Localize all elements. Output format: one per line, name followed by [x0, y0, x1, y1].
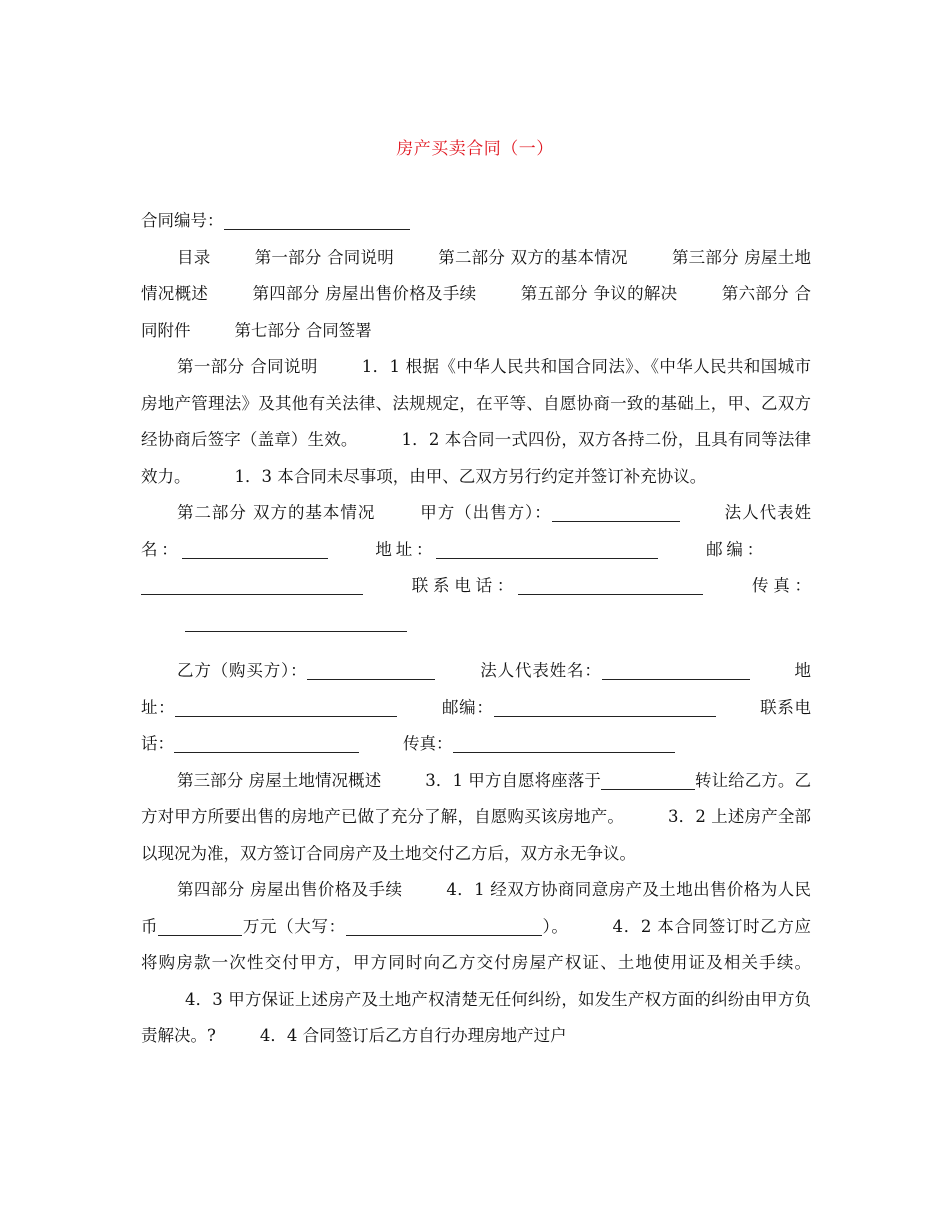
party-a-legal-rep-label: 法人代表姓名：	[141, 503, 812, 559]
toc-item: 第四部分 房屋出售价格及手续	[252, 284, 477, 303]
toc-item: 第五部分 争议的解决	[520, 284, 678, 303]
toc-item: 第三部分 房屋土地情况概述	[141, 247, 812, 303]
party-b-paragraph	[141, 653, 811, 763]
party-a-label: 甲方（出售方）：	[419, 503, 552, 522]
party-b-address-blank[interactable]	[175, 696, 397, 717]
clause-3-1-start: 3．1 甲方自愿将座落于	[425, 770, 601, 790]
part4-paragraph	[141, 872, 811, 1055]
clause-4-3: 4．3 甲方保证上述房产及土地产权清楚无任何纠纷，如发生产权方面的纠纷由甲方负责解决。?	[141, 989, 811, 1045]
document-title: 房产买卖合同（一）	[396, 139, 554, 159]
party-a-address-label: 地址：	[371, 539, 437, 559]
clause-4-1-end: ）。	[541, 916, 569, 936]
toc-item: 第二部分 双方的基本情况	[438, 247, 628, 267]
party-a-phone-label: 联系电话：	[407, 576, 519, 595]
part1-paragraph	[141, 349, 811, 495]
party-a-phone-blank[interactable]	[518, 574, 703, 595]
price-blank[interactable]	[158, 915, 242, 936]
party-b-postcode-label: 邮编：	[441, 697, 494, 717]
clause-4-4: 4．4 合同签订后乙方自行办理房地产过户	[259, 1026, 567, 1045]
part2-paragraph	[141, 495, 811, 641]
document-body	[141, 203, 811, 1055]
clause-4-1-mid: 万元（大写：	[242, 916, 346, 936]
clause-1-3: 1．3 本合同未尽事项，由甲、乙双方另行约定并签订补充协议。	[234, 466, 707, 486]
party-b-label: 乙方（购买方）：	[177, 661, 308, 680]
toc-item: 第一部分 合同说明	[254, 247, 394, 267]
toc-item: 第六部分 合同附件	[141, 284, 812, 340]
party-a-postcode-blank[interactable]	[141, 574, 363, 595]
party-a-fax-blank[interactable]	[185, 611, 407, 632]
clause-4-1-start: 4．1 经双方协商同意房产及土地出售价格为人民币	[141, 880, 811, 936]
toc-paragraph	[141, 240, 811, 350]
part2-heading: 第二部分 双方的基本情况	[177, 503, 376, 522]
clause-1-2: 1．2 本合同一式四份，双方各持二份，且具有同等法律效力。	[141, 430, 812, 486]
party-b-address-label: 地址：	[141, 661, 812, 717]
party-b-fax-blank[interactable]	[453, 732, 675, 753]
part4-heading: 第四部分 房屋出售价格及手续	[177, 880, 403, 899]
toc-item: 第七部分 合同签署	[234, 320, 372, 340]
clause-3-2: 3．2 上述房产全部以现况为准，双方签订合同房产及土地交付乙方后，双方永无争议。	[141, 807, 811, 863]
part1-heading: 第一部分 合同说明	[177, 357, 318, 376]
contract-number-label: 合同编号：	[141, 211, 224, 230]
clause-3-1-end: 转让给乙方。乙方对甲方所要出售的房地产已做了充分了解，自愿购买该房地产。	[141, 770, 812, 826]
part3-paragraph	[141, 763, 811, 873]
party-a-fax-label: 传真：	[747, 576, 812, 595]
party-b-postcode-blank[interactable]	[494, 696, 716, 717]
party-b-legal-rep-label: 法人代表姓名：	[479, 661, 602, 680]
party-b-legal-rep-blank[interactable]	[602, 659, 750, 680]
party-b-phone-label: 联系电话：	[141, 697, 812, 753]
part3-heading: 第三部分 房屋土地情况概述	[177, 770, 382, 790]
party-a-postcode-label: 邮编：	[702, 539, 768, 559]
contract-number-line	[141, 203, 811, 240]
toc-label: 目录	[177, 247, 211, 267]
contract-number-blank[interactable]	[224, 209, 410, 230]
party-a-address-blank[interactable]	[436, 538, 658, 559]
party-b-fax-label: 传真：	[403, 734, 453, 753]
property-location-blank[interactable]	[601, 769, 695, 790]
party-a-legal-rep-blank[interactable]	[182, 538, 328, 559]
party-b-phone-blank[interactable]	[174, 732, 359, 753]
clause-4-2: 4．2 本合同签订时乙方应将购房款一次性交付甲方，甲方同时向乙方交付房屋产权证、土地使用证及相关手续。	[141, 916, 812, 972]
party-b-blank[interactable]	[307, 659, 435, 680]
price-uppercase-blank[interactable]	[346, 915, 542, 936]
party-a-blank[interactable]	[552, 501, 680, 522]
clause-1-1: 1．1 根据《中华人民共和国合同法》、《中华人民共和国城市房地产管理法》及其他有关法律、法规规定，在平等、自愿协商一致的基础上，甲、乙双方经协商后签字（盖章）生效。	[141, 357, 811, 449]
